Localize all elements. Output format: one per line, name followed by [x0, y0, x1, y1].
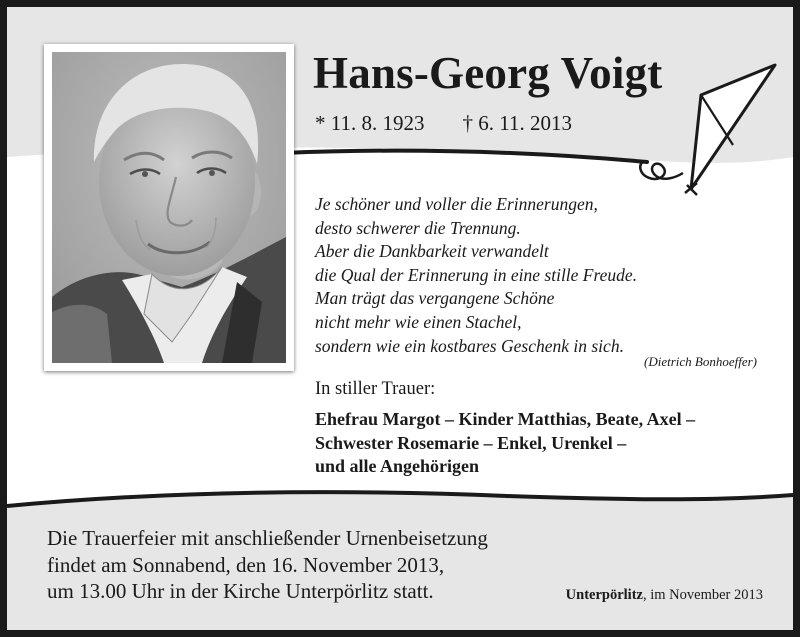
- portrait-photo: [52, 52, 286, 363]
- announcement-line: findet am Sonnabend, den 16. November 2013,: [47, 552, 445, 577]
- birth-date: * 11. 8. 1923: [315, 111, 425, 135]
- mourners-line: Ehefrau Margot – Kinder Matthias, Beate, Axel –: [315, 409, 696, 429]
- notice-date: , im November 2013: [642, 587, 763, 603]
- mourners-line: und alle Angehörigen: [315, 456, 480, 476]
- poem-line: Je schöner und voller die Erinnerungen,: [315, 194, 598, 214]
- mourning-intro: In stiller Trauer:: [315, 379, 436, 399]
- mourners-line: Schwester Rosemarie – Enkel, Urenkel –: [315, 432, 627, 453]
- poem-line: desto schwerer die Trennung.: [315, 217, 521, 238]
- announcement-line: Die Trauerfeier mit anschließender Urnenbeisetzung: [47, 526, 488, 550]
- poem-line: nicht mehr wie einen Stachel,: [315, 311, 522, 332]
- poem-author: (Dietrich Bonhoeffer): [644, 354, 757, 369]
- poem-line: die Qual der Erinnerung in eine stille Freude.: [315, 264, 638, 285]
- deceased-name: Hans-Georg Voigt: [313, 48, 663, 98]
- kite-icon: [667, 59, 792, 199]
- memorial-poem: [315, 193, 637, 358]
- poem-line: Aber die Dankbarkeit verwandelt: [315, 241, 549, 262]
- death-date: † 6. 11. 2013: [462, 111, 572, 135]
- poem-line: sondern wie ein kostbares Geschenk in sich.: [315, 335, 624, 356]
- life-dates: [315, 111, 572, 136]
- poem-line: Man trägt das vergangene Schöne: [315, 288, 555, 309]
- portrait-frame: [44, 44, 294, 371]
- mourners-list: [315, 408, 695, 479]
- funeral-announcement: [47, 525, 488, 605]
- place-and-date: [566, 587, 763, 604]
- place-name: Unterpörlitz: [565, 587, 643, 603]
- announcement-line: um 13.00 Uhr in der Kirche Unterpörlitz statt.: [47, 579, 434, 603]
